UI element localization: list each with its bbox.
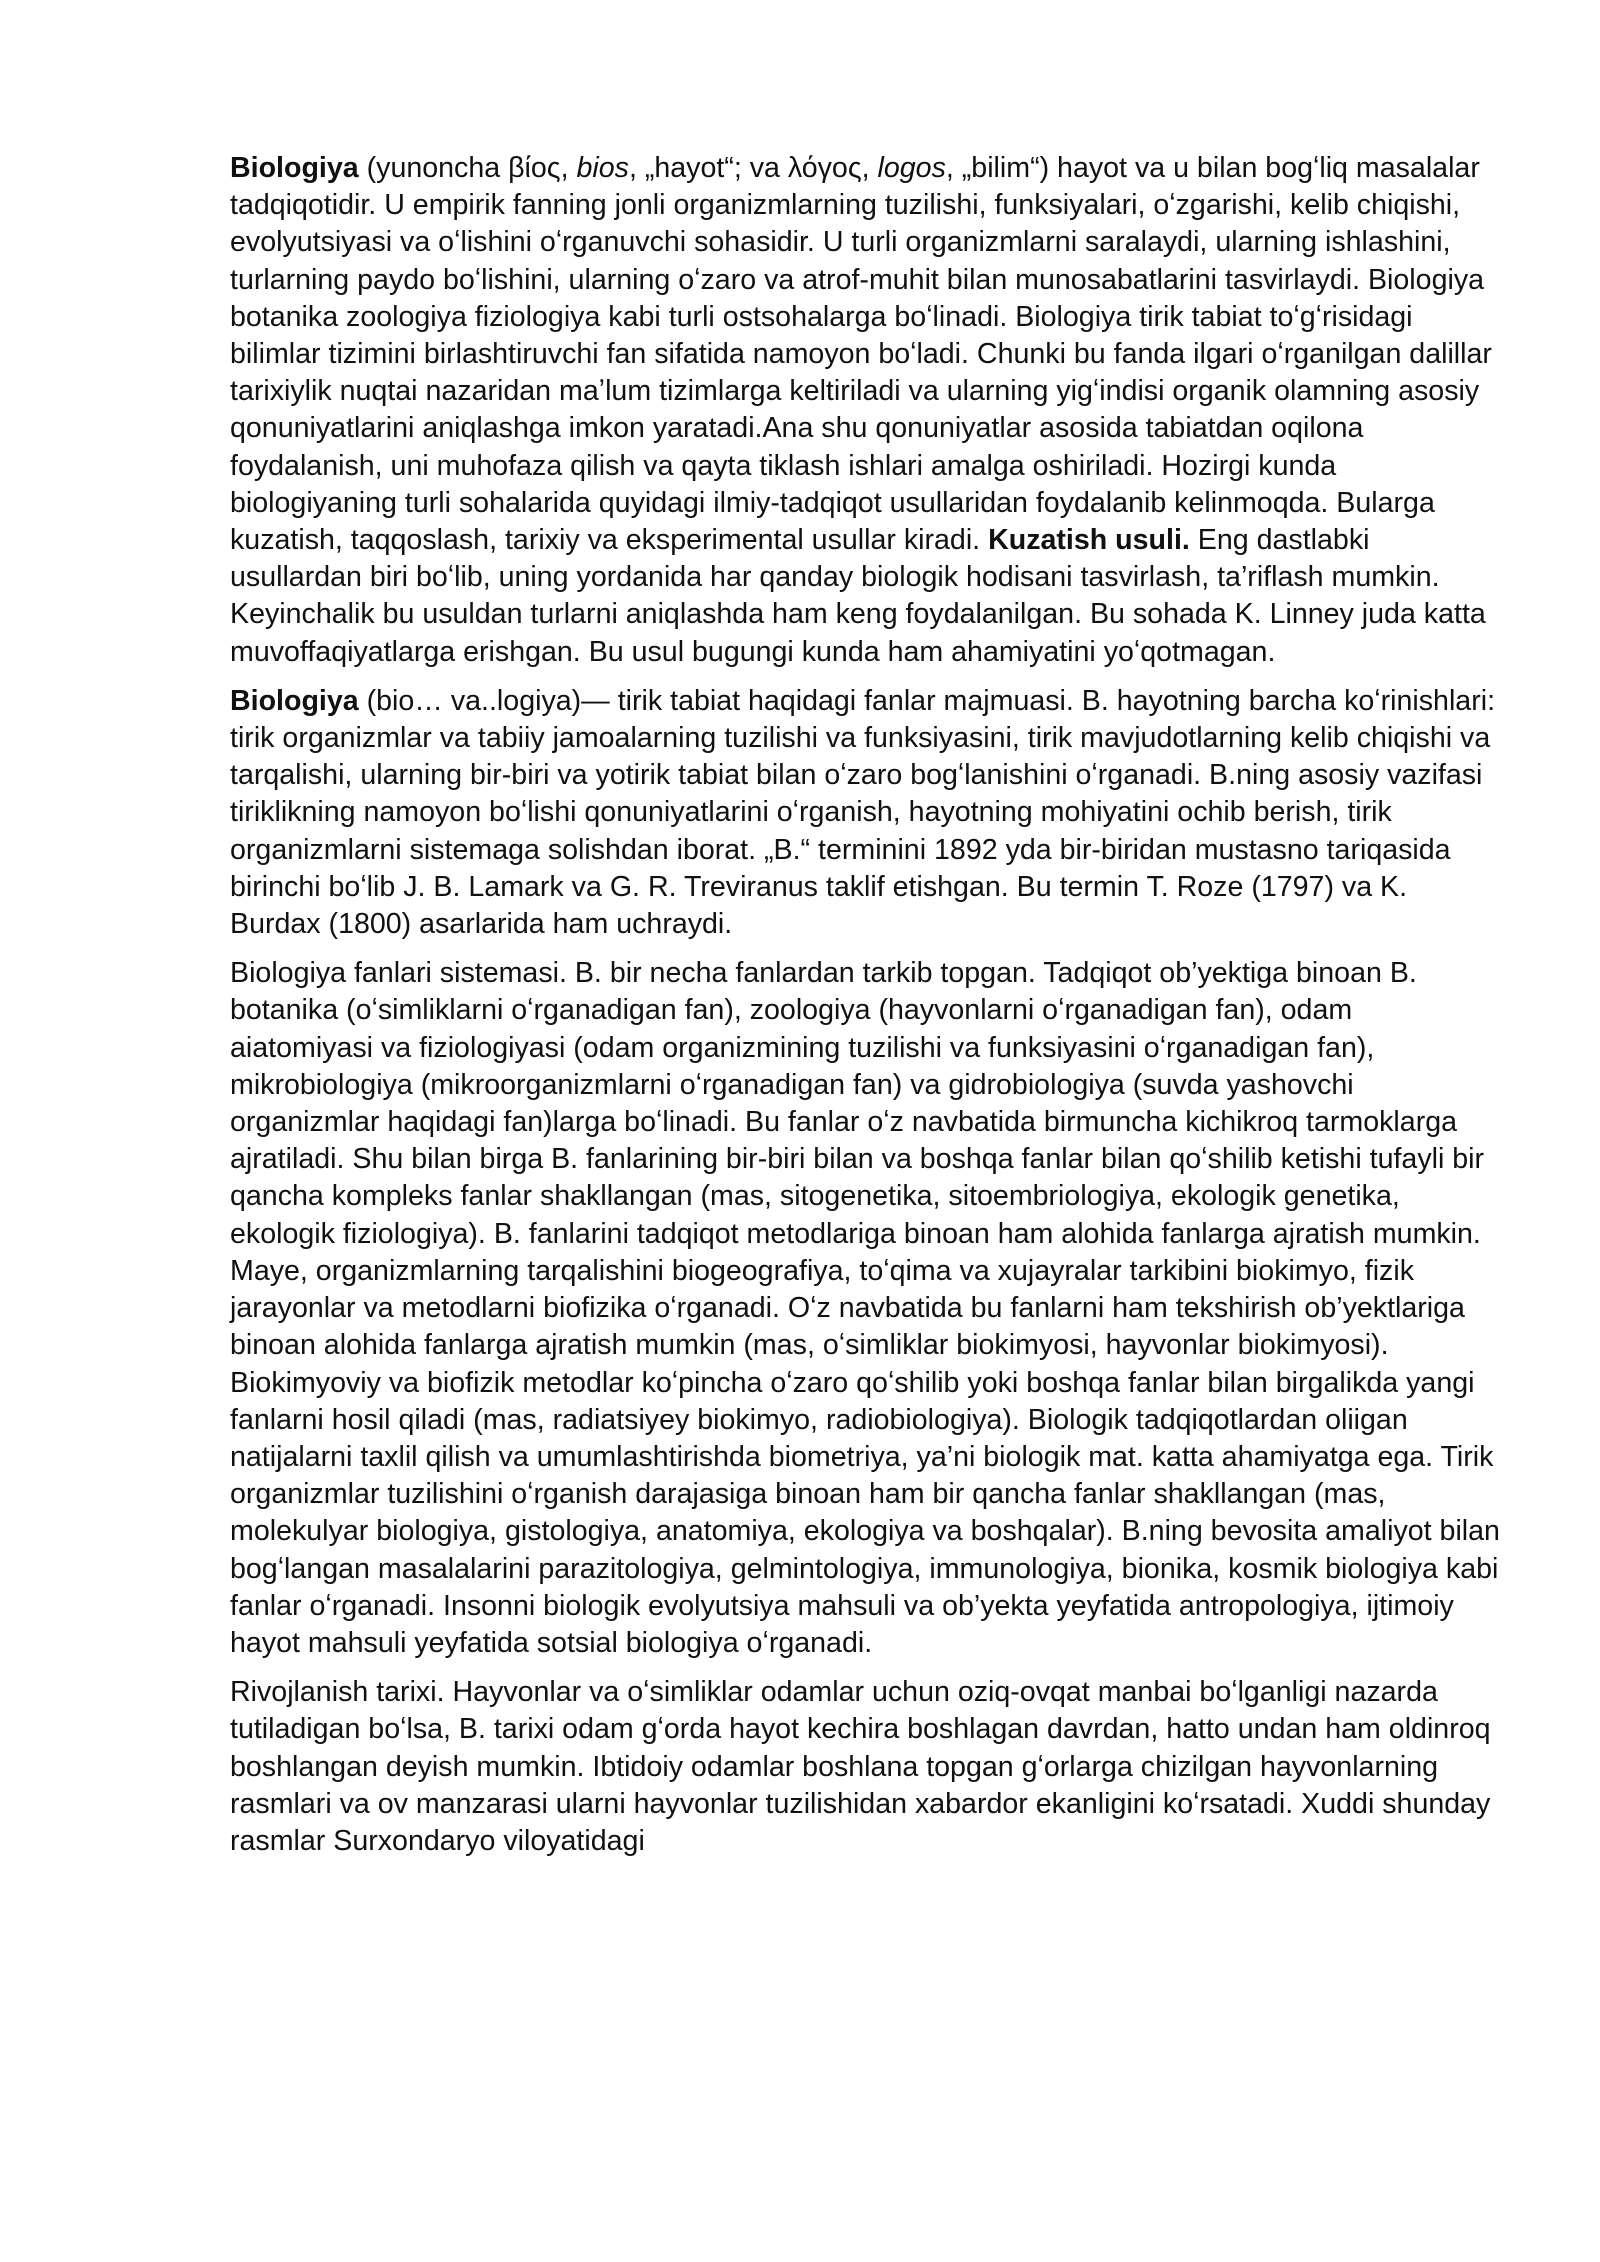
paragraph-text: , „bilim“) hayot va u bilan bogʻliq masalalar tadqiqotidir. U empirik fanning jonli organizmlarning tuzilishi, funksiyalari, oʻzgarishi, kelib chiqishi, evolyutsiyasi va oʻlishini oʻrganuvchi sohasidir. U turli organizmlarni saralaydi, ularning ishlashini, turlarning paydo boʻlishini, ularning oʻzaro va atrof-muhit bilan munosabatlarini tasvirlaydi. Biologiya botanika zoologiya fiziologiya kabi turli ostsohalarga boʻlinadi. Biologiya tirik tabiat toʻgʻrisidagi bilimlar tizimini birlashtiruvchi fan sifatida namoyon boʻladi. Chunki bu fanda ilgari oʻrganilgan dalillar tarixiylik nuqtai nazaridan maʼlum tizimlarga keltiriladi va ularning yigʻindisi organik olamning asosiy qonuniyatlarini aniqlashga imkon yaratadi.Ana shu qonuniyatlar asosida tabiatdan oqilona foydalanish, uni muhofaza qilish va qayta tiklash ishlari amalga oshiriladi. Hozirgi kunda biologiyaning turli sohalarida quyidagi ilmiy-tadqiqot usullaridan foydalanib kelinmoqda. Bularga kuzatish, taqqoslash, tarixiy va eksperimental usullar kiradi.	[230, 152, 1492, 557]
paragraph-text: (yunoncha βίος,	[358, 152, 577, 184]
word-logos: logos	[877, 152, 946, 184]
term-biologiya: Biologiya	[230, 152, 359, 184]
paragraph-definition	[230, 150, 1500, 671]
paragraph-text: Eng dastlabki usullardan biri boʻlib, uning yordanida har qanday biologik hodisani tasvirlash, ta’riflash mumkin. Keyinchalik bu usuldan turlarni aniqlashda ham keng foydalanilgan. Bu sohada K. Linney juda katta muvoffaqiyatlarga erishgan. Bu usul bugungi kunda ham ahamiyatini yoʻqotmagan.	[230, 524, 1486, 668]
paragraph-text: , „hayot“; va λόγος,	[628, 152, 878, 184]
document-page	[230, 150, 1500, 1872]
paragraph-rivojlanish-tarixi: Rivojlanish tarixi. Hayvonlar va oʻsimliklar odamlar uchun oziq-ovqat manbai boʻlganligi nazarda tutiladigan boʻlsa, B. tarixi odam gʻorda hayot kechira boshlagan davrdan, hatto undan ham oldinroq boshlangan deyish mumkin. Ibtidoiy odamlar boshlana topgan gʻorlarga chizilgan hayvonlarning rasmlari va ov manzarasi ularni hayvonlar tuzilishidan xabardor ekanligini koʻrsatadi. Xuddi shunday rasmlar Surxondaryo viloyatidagi	[230, 1676, 1491, 1857]
paragraph-biologiya-fanlar	[230, 683, 1500, 943]
term-kuzatish-usuli: Kuzatish usuli.	[988, 524, 1190, 557]
word-bios: bios	[576, 152, 629, 184]
paragraph-text: (bio… va..logiya)— tirik tabiat haqidagi fanlar majmuasi. B. hayotning barcha koʻrinishlari: tirik organizmlar va tabiiy jamoalarning tuzilishi va funksiyasini, tirik mavjudotlarning kelib chiqishi va tarqalishi, ularning bir-biri va yotirik tabiat bilan oʻzaro bogʻlanishini oʻrganadi. B.ning asosiy vazifasi tiriklikning namoyon boʻlishi qonuniyatlarini oʻrganish, hayotning mohiyatini ochib berish, tirik organizmlarni sistemaga solishdan iborat. „B.“ terminini 1892 yda bir-biridan mustasno tariqasida birinchi boʻlib J. B. Lamark va G. R. Treviranus taklif etishgan. Bu termin T. Roze (1797) va K. Burdax (1800) asarlarida ham uchraydi.	[230, 684, 1496, 941]
paragraph-fanlar-sistemasi: Biologiya fanlari sistemasi. B. bir necha fanlardan tarkib topgan. Tadqiqot ob’yektiga binoan B. botanika (oʻsimliklarni oʻrganadigan fan), zoologiya (hayvonlarni oʻrganadigan fan), odam aiatomiyasi va fiziologiyasi (odam organizmining tuzilishi va funksiyasini oʻrganadigan fan), mikrobiologiya (mikroorganizmlarni oʻrganadigan fan) va gidrobiologiya (suvda yashovchi organizmlar haqidagi fan)larga boʻlinadi. Bu fanlar oʻz navbatida birmuncha kichikroq tarmoklarga ajratiladi. Shu bilan birga B. fanlarining bir-biri bilan va boshqa fanlar bilan qoʻshilib ketishi tufayli bir qancha kompleks fanlar shakllangan (mas, sitogenetika, sitoembriologiya, ekologik genetika, ekologik fiziologiya). B. fanlarini tadqiqot metodlariga binoan ham alohida fanlarga ajratish mumkin. Maye, organizmlarning tarqalishini biogeografiya, toʻqima va xujayralar tarkibini biokimyo, fizik jarayonlar va metodlarni biofizika oʻrganadi. Oʻz navbatida bu fanlarni ham tekshirish ob’yektlariga binoan alohida fanlarga ajratish mumkin (mas, oʻsimliklar biokimyosi, hayvonlar biokimyosi). Biokimyoviy va biofizik metodlar koʻpincha oʻzaro qoʻshilib yoki boshqa fanlar bilan birgalikda yangi fanlarni hosil qiladi (mas, radiatsiyey biokimyo, radiobiologiya). Biologik tadqiqotlardan oliigan natijalarni taxlil qilish va umumlashtirishda biometriya, ya’ni biologik mat. katta ahamiyatga ega. Tirik organizmlar tuzilishini oʻrganish darajasiga binoan ham bir qancha fanlar shakllangan (mas, molekulyar biologiya, gistologiya, anatomiya, ekologiya va boshqalar). B.ning bevosita amaliyot bilan bogʻlangan masalalarini parazitologiya, gelmintologiya, immunologiya, bionika, kosmik biologiya kabi fanlar oʻrganadi. Insonni biologik evolyutsiya mahsuli va ob’yekta yeyfatida antropologiya, ijtimoiy hayot mahsuli yeyfatida sotsial biologiya oʻrganadi.	[230, 957, 1500, 1659]
term-biologiya: Biologiya	[230, 684, 359, 717]
